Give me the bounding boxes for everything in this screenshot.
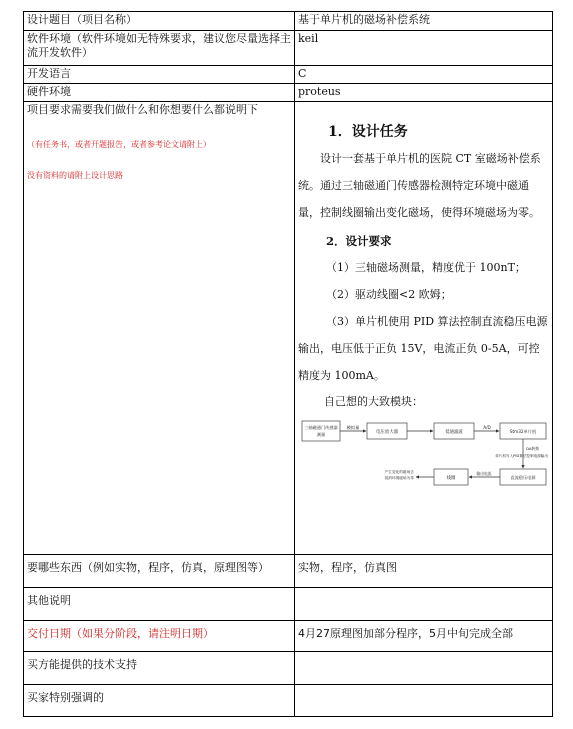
sensor-block bbox=[302, 421, 340, 441]
filter-label: 低通滤波 bbox=[445, 430, 463, 435]
requirement-2: （2）驱动线圈<2 欧姆； bbox=[326, 288, 452, 301]
requirement-3: （3）单片机使用 PID 算法控制直流稳压电源输出，电压低于正负 15V，电流正负 0-5A，可控精度为 100mA。 bbox=[298, 315, 548, 382]
emphasis-value bbox=[295, 685, 553, 717]
needs-value: 实物，程序，仿真图 bbox=[295, 555, 553, 588]
language-value: C bbox=[295, 66, 553, 84]
support-value bbox=[295, 652, 553, 685]
coil-label: 线圈 bbox=[446, 476, 456, 481]
project-form-table bbox=[23, 11, 553, 717]
title-label: 设计题目（项目名称） bbox=[24, 12, 295, 31]
edge-current-label: 输出电流 bbox=[476, 471, 492, 476]
edge-analog-label: 模拟量 bbox=[346, 425, 360, 430]
delivery-label: 交付日期（如果分阶段，请注明日期） bbox=[24, 621, 295, 652]
requirements-note-attachments: （有任务书，或者开题报告，或者参考论文请附上） bbox=[27, 140, 211, 149]
sensor-block-label-2: 测量 bbox=[316, 432, 326, 437]
task-description: 设计一套基于单片机的医院 CT 室磁场补偿系统。通过三轴磁通门传感器检测特定环境中磁通量，控制线圈输出变化磁场，使得环境磁场为零。 bbox=[298, 152, 541, 219]
edge-da-label: DA转换 bbox=[526, 446, 540, 451]
power-supply-label: 直流稳压电源 bbox=[510, 475, 536, 480]
other-value bbox=[295, 588, 553, 621]
requirements-cell bbox=[24, 102, 295, 555]
requirement-1: （1）三轴磁场测量，精度优于 100nT； bbox=[326, 261, 526, 274]
support-label: 买方能提供的技术支持 bbox=[24, 652, 295, 685]
requirements-heading: 2．设计要求 bbox=[326, 234, 392, 248]
requirements-note-ideas: 没有资料的请附上设计思路 bbox=[27, 171, 123, 180]
language-label: 开发语言 bbox=[24, 66, 295, 84]
edge-ad-label: A/D bbox=[483, 425, 491, 430]
task-heading: 1．设计任务 bbox=[328, 124, 408, 140]
software-label: 软件环境（软件环境如无特殊要求，建议您尽量选择主流开发软件） bbox=[24, 31, 295, 66]
software-value: keil bbox=[295, 31, 553, 66]
title-value: 基于单片机的磁场补偿系统 bbox=[295, 12, 553, 31]
edge-pid-label: 单片机写入PID算法控制电源输出 bbox=[495, 454, 548, 458]
hardware-value: proteus bbox=[295, 84, 553, 102]
amplifier-label: 电压放大器 bbox=[376, 430, 398, 435]
sensor-block-label: 三轴磁通门传感器 bbox=[304, 425, 338, 430]
delivery-value: 4月27原理图加部分程序，5月中旬完成全部 bbox=[295, 621, 553, 652]
module-block-diagram bbox=[300, 417, 550, 497]
module-title: 自己想的大致模块： bbox=[324, 395, 423, 408]
task-description-cell bbox=[295, 102, 553, 555]
mcu-label: Stm32单片机 bbox=[509, 429, 537, 434]
other-label: 其他说明 bbox=[24, 588, 295, 621]
edge-field-label-2: 抵消环境磁场为零 bbox=[384, 476, 414, 480]
edge-field-label: 产生变化的磁场去 bbox=[384, 470, 414, 474]
needs-label: 要哪些东西（例如实物，程序，仿真，原理图等） bbox=[24, 555, 295, 588]
emphasis-label: 买家特别强调的 bbox=[24, 685, 295, 717]
hardware-label: 硬件环境 bbox=[24, 84, 295, 102]
requirements-label: 项目要求需要我们做什么和你想要什么都说明下 bbox=[27, 103, 258, 116]
